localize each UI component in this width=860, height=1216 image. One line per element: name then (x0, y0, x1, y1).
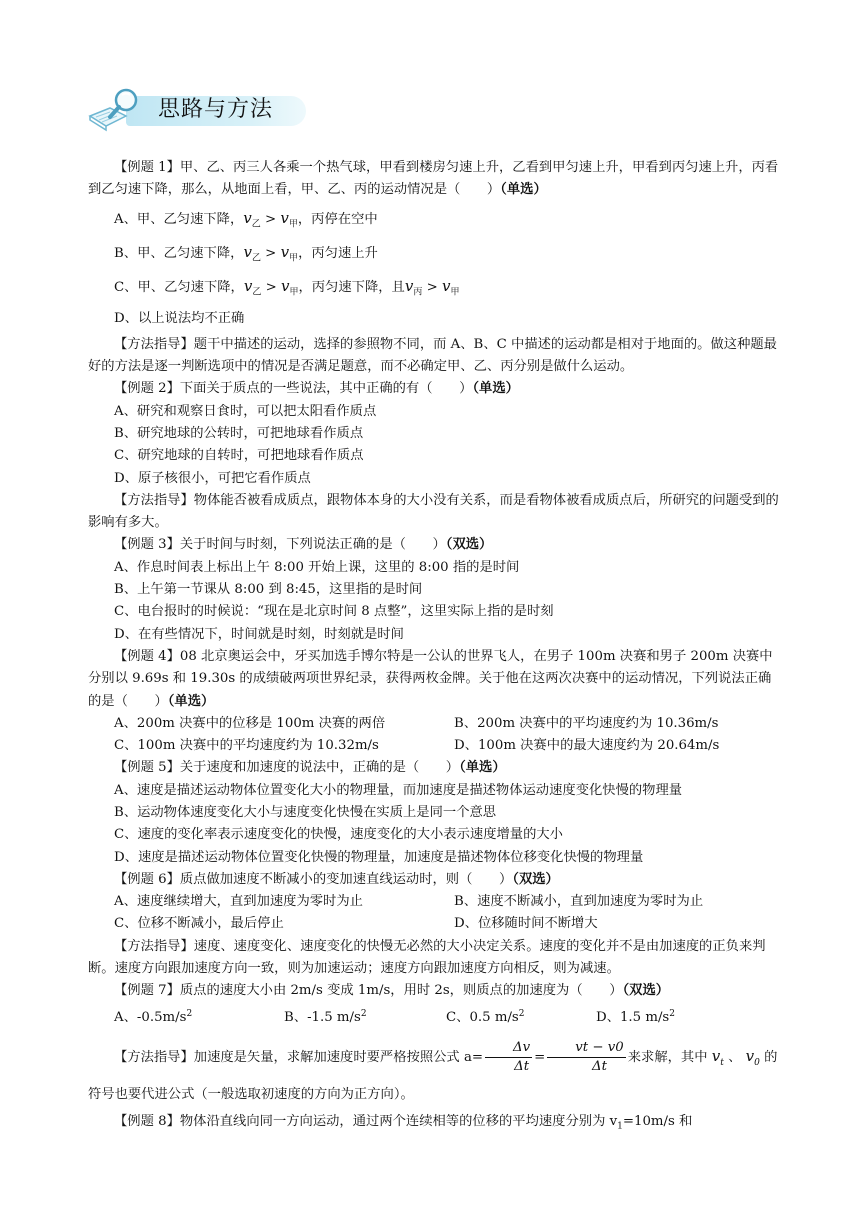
q3-stem: 【例题 3】关于时间与时刻，下列说法正确的是（ ）（双选） (114, 537, 493, 553)
q7-options-row (88, 1003, 780, 1030)
q7-option-d: D、1.5 $m/s^2$ (596, 1008, 675, 1026)
q4-option-d: D、100m 决赛中的最大速度约为 20.64m/s (454, 738, 720, 754)
q2-option-b: B、研究地球的公转时，可把地球看作质点 (114, 425, 364, 441)
q1-stem: 【例题 1】甲、乙、丙三人各乘一个热气球，甲看到楼房匀速上升，乙看到甲匀速上升，甲看到丙匀速上升，丙看到乙匀速下降，那么，从地面上看，甲、乙、丙的运动情况是（ ）（单选） (88, 160, 779, 198)
q4-options-row-1 (88, 713, 780, 735)
q6-option-a: A、速度继续增大，直到加速度为零时为止 (114, 894, 363, 910)
q3-option-c: C、电台报时的时候说：“现在是北京时间 8 点整”，这里实际上指的是时刻 (114, 604, 554, 620)
q7-option-b: B、-1.5 $m/s^2$ (284, 1008, 367, 1026)
q4-options-row-2 (88, 735, 780, 757)
q6-option-d: D、位移随时间不断增大 (454, 916, 598, 932)
method-note-6: 【方法指导】速度、速度变化、速度变化的快慢无必然的大小决定关系。速度的变化并不是由加速度的正负来判断。速度方向跟加速度方向一致，则为加速运动；速度方向跟加速度方向相反，则为减速。 (88, 938, 766, 977)
q3-option-b: B、上午第一节课从 8:00 到 8:45，这里指的是时间 (114, 582, 423, 598)
q5-option-c: C、速度的变化率表示速度变化的快慢，速度变化的大小表示速度增量的大小 (114, 827, 563, 843)
q6-option-b: B、速度不断减小，直到加速度为零时为止 (454, 894, 704, 910)
q2-stem: 【例题 2】下面关于质点的一些说法，其中正确的有（ ）（单选） (114, 381, 519, 397)
q2-option-d: D、原子核很小，可把它看作质点 (114, 470, 311, 486)
q1-option-b: B、甲、乙匀速下降，$v_乙 > v_甲$，丙匀速上升 (114, 242, 378, 264)
q3-option-a: A、作息时间表上标出上午 8:00 开始上课，这里的 8:00 指的是时间 (114, 559, 520, 575)
q8-stem: 【例题 8】物体沿直线向同一方向运动，通过两个连续相等的位移的平均速度分别为 $v_1=10m/s$ 和 (114, 1113, 693, 1132)
q6-options-row-2 (88, 913, 780, 935)
q6-stem: 【例题 6】质点做加速度不断减小的变加速直线运动时，则（ ）（双选） (114, 871, 559, 887)
formula-fraction-1: $\frac{\Delta v}{\Delta t}$ (485, 1039, 532, 1076)
q4-option-a: A、200m 决赛中的位移是 100m 决赛的两倍 (114, 715, 386, 731)
q3-option-d: D、在有些情况下，时间就是时刻，时刻就是时间 (114, 626, 404, 642)
q5-option-d: D、速度是描述运动物体位置变化快慢的物理量，加速度是描述物体位移变化快慢的物理量 (114, 849, 644, 865)
method-note-7: 【方法指导】加速度是矢量，求解加速度时要严格按照公式 a= $\frac{\Delta v}{\Delta t}$ = $\frac{vt - v0}{\Delta t}$ 来求解，其中 $v_t$ 、 $v_0$ 的 (114, 1040, 778, 1075)
q4-stem: 【例题 4】08 北京奥运会中，牙买加选手博尔特是一公认的世界飞人，在男子 100m 决赛和男子 200m 决赛中分别以 9.69s 和 19.30s 的成绩破两项世界纪录，获得两枚金牌。关于他在这两次决赛中的运动情况，下列说法正确的是（ ）（单选） (88, 648, 773, 709)
method-note-2: 【方法指导】物体能否被看成质点，跟物体本身的大小没有关系，而是看物体被看成质点后，所研究的问题受到的影响有多大。 (88, 492, 779, 531)
method-note-7-cont: 符号也要代进公式（一般选取初速度的方向为正方向）。 (88, 1087, 414, 1103)
q6-options-row-1 (88, 891, 780, 913)
q4-option-b: B、200m 决赛中的平均速度约为 10.36m/s (454, 715, 719, 731)
q5-stem: 【例题 5】关于速度和加速度的说法中，正确的是（ ）（单选） (114, 760, 506, 776)
magnifier-book-icon (86, 86, 148, 132)
q6-option-c: C、位移不断减小，最后停止 (114, 916, 284, 932)
q5-option-a: A、速度是描述运动物体位置变化大小的物理量，而加速度是描述物体运动速度变化快慢的物理量 (114, 782, 683, 798)
q7-stem: 【例题 7】质点的速度大小由 2m/s 变成 1m/s，用时 2s，则质点的加速度为（ ）（双选） (114, 983, 670, 999)
q7-option-a: A、$-0.5m/s^2$ (114, 1008, 193, 1026)
q1-option-a: A、甲、乙匀速下降，$v_乙 > v_甲$，丙停在空中 (114, 208, 378, 230)
formula-fraction-2: $\frac{vt - v0}{\Delta t}$ (547, 1039, 625, 1076)
q2-option-c: C、研究地球的自转时，可把地球看作质点 (114, 448, 364, 464)
section-header (86, 86, 308, 132)
q5-option-b: B、运动物体速度变化大小与速度变化快慢在实质上是同一个意思 (114, 804, 497, 820)
document-body (88, 157, 780, 1138)
q1-option-c: C、甲、乙匀速下降，$v_乙 > v_甲$，丙匀速下降，且$v_丙 > v_甲$ (114, 276, 460, 298)
method-note-1: 【方法指导】题干中描述的运动，选择的参照物不同，而 A、B、C 中描述的运动都是相对于地面的。做这种题最好的方法是逐一判断选项中的情况是否满足题意，而不必确定甲、乙、丙分别是做什么运动。 (88, 336, 777, 375)
q7-option-c: C、0.5 $m/s^2$ (446, 1008, 525, 1026)
section-title: 思路与方法 (158, 97, 274, 122)
q1-option-d: D、以上说法均不正确 (114, 311, 245, 327)
q4-option-c: C、100m 决赛中的平均速度约为 10.32m/s (114, 738, 379, 754)
q2-option-a: A、研究和观察日食时，可以把太阳看作质点 (114, 403, 377, 419)
